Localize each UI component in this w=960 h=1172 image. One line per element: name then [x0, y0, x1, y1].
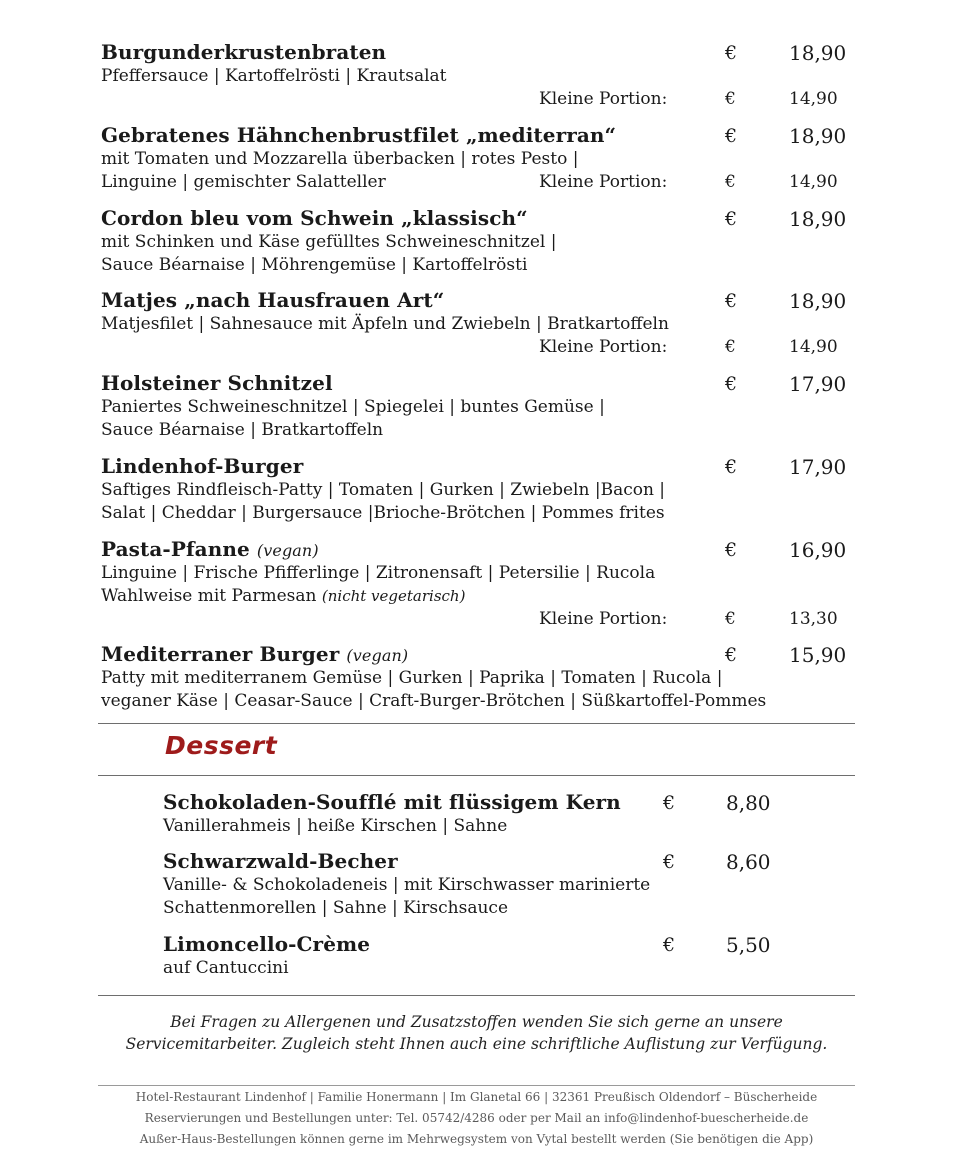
dessert-item [163, 792, 803, 838]
dessert-description: Vanillerahmeis | heiße Kirschen | Sahne [163, 816, 508, 836]
footer-contact: Reservierungen und Bestellungen unter: Tel. 05742/4286 oder per Mail an info@lindenhof-buescherheide.de [144, 1111, 809, 1125]
small-portion-price: 14,90 [789, 172, 838, 192]
dish-name-text: Mediterraner Burger [101, 642, 340, 666]
small-portion-label: Kleine Portion: [539, 89, 668, 109]
allergy-notice-line: Servicemitarbeiter. Zugleich steht Ihnen auch eine schriftliche Auflistung zur Verfügung. [125, 1035, 828, 1053]
dessert-name: Limoncello-Crème [163, 932, 371, 956]
divider [98, 723, 855, 724]
dish-price: 18,90 [789, 124, 847, 148]
dessert-name: Schokoladen-Soufflé mit flüssigem Kern [163, 790, 621, 814]
currency-symbol: € [725, 290, 738, 312]
dish-name: Cordon bleu vom Schwein „klassisch“ [101, 206, 528, 230]
dish-name-text: Pasta-Pfanne [101, 537, 250, 561]
dessert-price: 8,60 [726, 850, 771, 874]
dish-description: Matjesfilet | Sahnesauce mit Äpfeln und Zwiebeln | Bratkartoffeln [101, 314, 669, 334]
dish-price: 17,90 [789, 455, 847, 479]
menu-item [101, 290, 861, 359]
small-portion-price: 14,90 [789, 89, 838, 109]
divider [98, 775, 855, 776]
small-portion-price: 14,90 [789, 337, 838, 357]
menu-item [101, 644, 861, 713]
small-portion-price: 13,30 [789, 609, 838, 629]
currency-symbol: € [663, 934, 676, 956]
dish-description: veganer Käse | Ceasar-Sauce | Craft-Burger-Brötchen | Süßkartoffel-Pommes [101, 691, 767, 711]
currency-symbol: € [725, 125, 738, 147]
dessert-description: auf Cantuccini [163, 958, 289, 978]
allergy-notice-line: Bei Fragen zu Allergenen und Zusatzstoffen wenden Sie sich gerne an unsere [170, 1013, 783, 1031]
dish-description: mit Schinken und Käse gefülltes Schweineschnitzel | [101, 232, 557, 252]
menu-item [101, 539, 861, 631]
small-portion-label: Kleine Portion: [539, 172, 668, 192]
dish-name: Holsteiner Schnitzel [101, 371, 333, 395]
dish-description: Pfeffersauce | Kartoffelrösti | Krautsalat [101, 66, 447, 86]
dish-price: 17,90 [789, 372, 847, 396]
currency-symbol: € [725, 89, 736, 109]
dish-option-note: (nicht vegetarisch) [321, 587, 466, 605]
small-portion-label: Kleine Portion: [539, 609, 668, 629]
currency-symbol: € [663, 851, 676, 873]
allergy-notice [98, 1011, 855, 1055]
currency-symbol: € [725, 644, 738, 666]
dessert-description: Schattenmorellen | Sahne | Kirschsauce [163, 898, 509, 918]
dish-price: 15,90 [789, 643, 847, 667]
vegan-tag: (vegan) [346, 646, 409, 665]
menu-item [101, 373, 861, 442]
dish-description [101, 585, 465, 608]
currency-symbol: € [725, 456, 738, 478]
menu-item [101, 42, 861, 111]
dish-price: 16,90 [789, 538, 847, 562]
dish-price: 18,90 [789, 289, 847, 313]
dish-name: Lindenhof-Burger [101, 454, 304, 478]
currency-symbol: € [725, 539, 738, 561]
dish-name: Burgunderkrustenbraten [101, 40, 387, 64]
dish-description: Salat | Cheddar | Burgersauce |Brioche-Brötchen | Pommes frites [101, 503, 665, 523]
dessert-item [163, 851, 803, 920]
dish-description: Sauce Béarnaise | Bratkartoffeln [101, 420, 384, 440]
footer-divider [98, 1085, 855, 1086]
currency-symbol: € [725, 609, 736, 629]
footer [98, 1087, 855, 1150]
dish-price: 18,90 [789, 207, 847, 231]
dish-description: Patty mit mediterranem Gemüse | Gurken | Paprika | Tomaten | Rucola | [101, 668, 723, 688]
currency-symbol: € [725, 337, 736, 357]
dish-description: Saftiges Rindfleisch-Patty | Tomaten | Gurken | Zwiebeln |Bacon | [101, 480, 666, 500]
dish-price: 18,90 [789, 41, 847, 65]
dish-description: mit Tomaten und Mozzarella überbacken | rotes Pesto | [101, 149, 579, 169]
dish-option-text: Wahlweise mit Parmesan [101, 586, 317, 606]
dish-name [101, 538, 319, 562]
dish-description: Linguine | gemischter Salatteller [101, 172, 386, 192]
vegan-tag: (vegan) [256, 541, 319, 560]
menu-item [101, 208, 861, 277]
footer-takeaway: Außer-Haus-Bestellungen können gerne im Mehrwegsystem von Vytal bestellt werden (Sie benötigen die App) [139, 1132, 814, 1146]
small-portion-label: Kleine Portion: [539, 337, 668, 357]
menu-item [101, 456, 861, 525]
dessert-name: Schwarzwald-Becher [163, 849, 398, 873]
dish-description: Linguine | Frische Pfifferlinge | Zitronensaft | Petersilie | Rucola [101, 563, 656, 583]
dessert-description: Vanille- & Schokoladeneis | mit Kirschwasser marinierte [163, 875, 651, 895]
dessert-item [163, 934, 803, 980]
menu-item [101, 125, 861, 194]
divider [98, 995, 855, 996]
currency-symbol: € [725, 373, 738, 395]
dish-name [101, 643, 408, 667]
currency-symbol: € [725, 208, 738, 230]
dessert-price: 5,50 [726, 933, 771, 957]
section-title-dessert: Dessert [165, 731, 278, 760]
dish-description: Paniertes Schweineschnitzel | Spiegelei | buntes Gemüse | [101, 397, 605, 417]
dish-name: Gebratenes Hähnchenbrustfilet „mediterran“ [101, 123, 617, 147]
dessert-price: 8,80 [726, 791, 771, 815]
currency-symbol: € [725, 42, 738, 64]
currency-symbol: € [663, 792, 676, 814]
footer-address: Hotel-Restaurant Lindenhof | Familie Honermann | Im Glanetal 66 | 32361 Preußisch Oldendorf – Büscherheide [135, 1090, 818, 1104]
currency-symbol: € [725, 172, 736, 192]
dish-description: Sauce Béarnaise | Möhrengemüse | Kartoffelrösti [101, 255, 528, 275]
dish-name: Matjes „nach Hausfrauen Art“ [101, 288, 445, 312]
